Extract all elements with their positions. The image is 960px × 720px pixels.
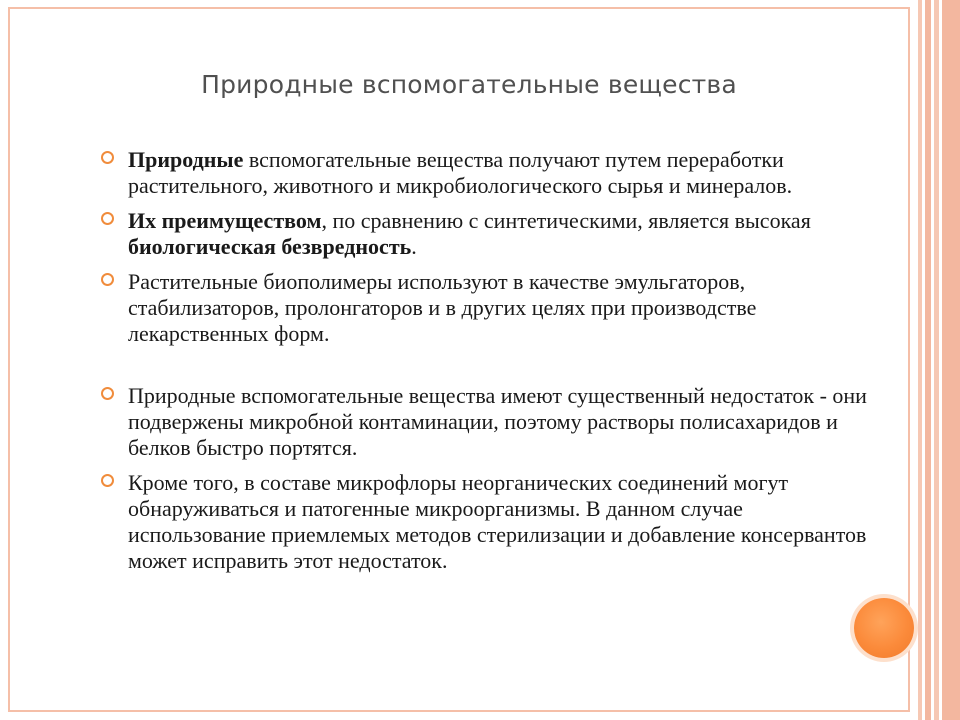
stripe: [942, 0, 960, 720]
body-text: вспомогательные вещества получают путем переработки растительного, животного и микробиологического сырья и минералов.: [128, 147, 793, 198]
list-item: [100, 208, 870, 260]
body-text: .: [411, 234, 417, 259]
stripe: [925, 0, 931, 720]
body-text: Природные вспомогательные вещества имеют существенный недостаток - они подвержены микробной контаминации, поэтому растворы полисахаридов и белков быстро портятся.: [128, 383, 867, 460]
bullet-list: [100, 147, 870, 583]
circle-bullet-icon: [101, 474, 114, 487]
body-text: Кроме того, в составе микрофлоры неорганических соединений могут обнаруживаться и патогенные микроорганизмы. В данном случае использование приемлемых методов стерилизации и добавление консервантов может исправить этот недостаток.: [128, 470, 867, 573]
list-item: [100, 269, 870, 347]
list-item: [100, 383, 870, 461]
stripe: [918, 0, 922, 720]
slide-title: Природные вспомогательные вещества: [201, 70, 737, 99]
circle-bullet-icon: [101, 387, 114, 400]
bold-text: биологическая безвредность: [128, 234, 412, 259]
circle-bullet-icon: [101, 212, 114, 225]
circle-bullet-icon: [101, 151, 114, 164]
bold-text: Их преимуществом: [128, 208, 322, 233]
body-text: Растительные биополимеры используют в качестве эмульгаторов, стабилизаторов, пролонгаторов и в других целях при производстве лекарственных форм.: [128, 269, 757, 346]
list-item: [100, 147, 870, 199]
circle-bullet-icon: [101, 273, 114, 286]
decorative-orange-circle: [854, 598, 914, 658]
decorative-stripes: [918, 0, 960, 720]
body-text: , по сравнению с синтетическими, является высокая: [321, 208, 811, 233]
list-item: [100, 470, 870, 574]
stripe: [934, 0, 939, 720]
bold-text: Природные: [128, 147, 244, 172]
